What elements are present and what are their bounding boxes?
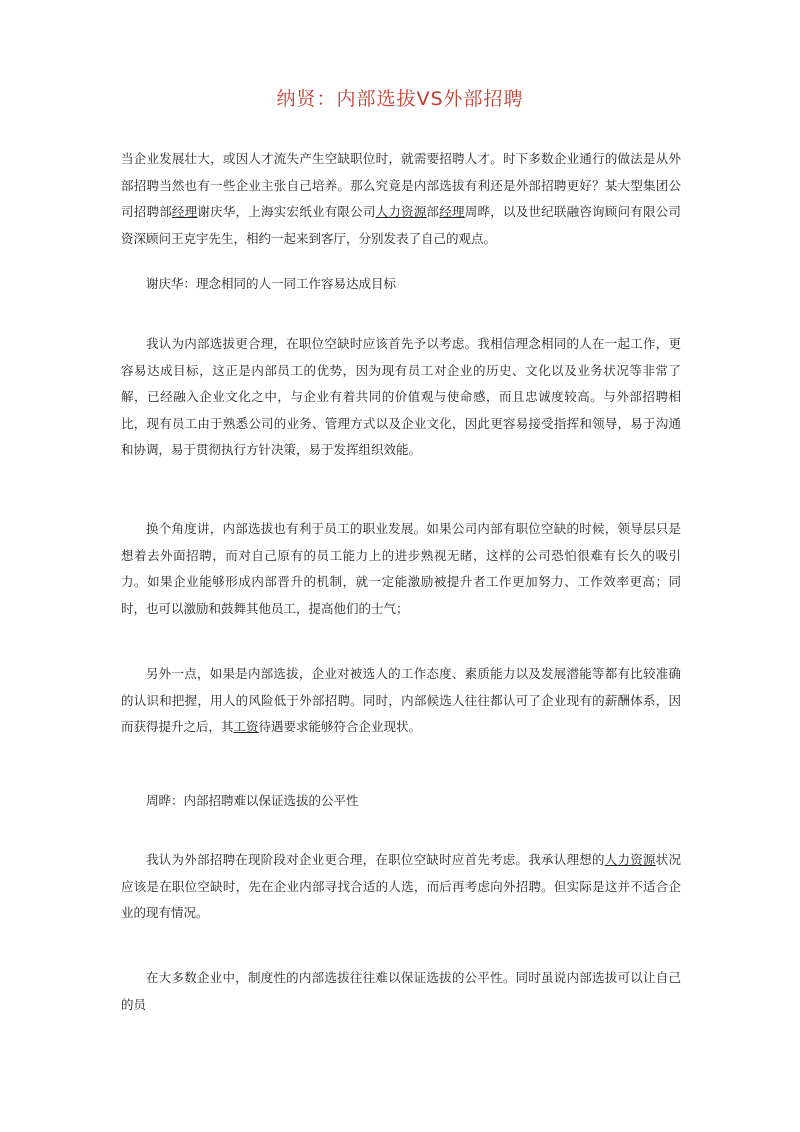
paragraph-4 xyxy=(121,847,681,927)
paragraph-3 xyxy=(121,661,681,741)
intro-text-4: 周晔，以及世纪联融咨询顾问有限公司资深顾问王克宇先生，相约一起来到客厅，分别发表了自己的观点。 xyxy=(121,204,681,246)
paragraph-2 xyxy=(121,516,681,622)
paragraph-4-text-1: 我认为外部招聘在现阶段对企业更合理，在职位空缺时应首先考虑。我承认理想的 xyxy=(146,852,605,867)
page-title: 纳贤：内部选拔VS外部招聘 xyxy=(276,88,524,110)
paragraph-1-text: 我认为内部选拔更合理，在职位空缺时应该首先予以考虑。我相信理念相同的人在一起工作，更容易达成目标，这正是内部员工的优势，因为现有员工对企业的历史、文化以及业务状况等非常了解，已经融入企业文化之中，与企业有着共同的价值观与使命感，而且忠诚度较高。与外部招聘相比，现有员工由于熟悉公司的业务、管理方式以及企业文化，因此更容易接受指挥和领导，易于沟通和协调，易于贯彻执行方针决策，易于发挥组织效能。 xyxy=(121,336,681,457)
paragraph-2-text: 换个角度讲，内部选拔也有利于员工的职业发展。如果公司内部有职位空缺的时候，领导层只是想着去外面招聘，而对自己原有的员工能力上的进步熟视无睹，这样的公司恐怕很难有长久的吸引力。如果企业能够形成内部晋升的机制，就一定能激励被提升者工作更加努力、工作效率更高；同时，也可以激励和鼓舞其他员工，提高他们的士气； xyxy=(121,521,681,616)
paragraph-3-text-2: 待遇要求能够符合企业现状。 xyxy=(258,719,422,734)
link-salary[interactable]: 工资 xyxy=(233,719,259,734)
link-hr-2[interactable]: 人力资源 xyxy=(604,852,656,867)
paragraph-3-text-1: 另外一点，如果是内部选拔，企业对被选人的工作态度、素质能力以及发展潜能等都有比较准确的认识和把握，用人的风险低于外部招聘。同时，内部候选人往往都认可了企业现有的薪酬体系，因而获得提升之后，其 xyxy=(121,666,681,734)
intro-text-3: 部 xyxy=(426,204,440,219)
paragraph-1 xyxy=(121,331,681,464)
intro-text-1: 当企业发展壮大，或因人才流失产生空缺职位时，就需要招聘人才。时下多数企业通行的做法是从外部招聘当然也有一些企业主张自己培养。那么究竟是内部选拔有利还是外部招聘更好？某大型集团公司招聘部 xyxy=(121,151,681,219)
link-manager-2[interactable]: 经理 xyxy=(439,204,465,219)
intro-paragraph xyxy=(121,146,681,252)
section-heading-xie: 谢庆华：理念相同的人一同工作容易达成目标 xyxy=(146,276,397,291)
link-hr-1[interactable]: 人力资源 xyxy=(375,204,427,219)
paragraph-5 xyxy=(121,965,681,1018)
section-heading-zhou: 周晔：内部招聘难以保证选拔的公平性 xyxy=(146,793,359,808)
paragraph-5-text: 在大多数企业中，制度性的内部选拔往往难以保证选拔的公平性。同时虽说内部选拔可以让自己的员 xyxy=(121,970,681,1012)
intro-text-2: 谢庆华，上海实宏纸业有限公司 xyxy=(197,204,376,219)
paragraph-4-text-2: 状况应该是在职位空缺时，先在企业内部寻找合适的人选，而后再考虑向外招聘。但实际是这并不适合企业的现有情况。 xyxy=(121,852,681,920)
link-manager-1[interactable]: 经理 xyxy=(171,204,198,219)
